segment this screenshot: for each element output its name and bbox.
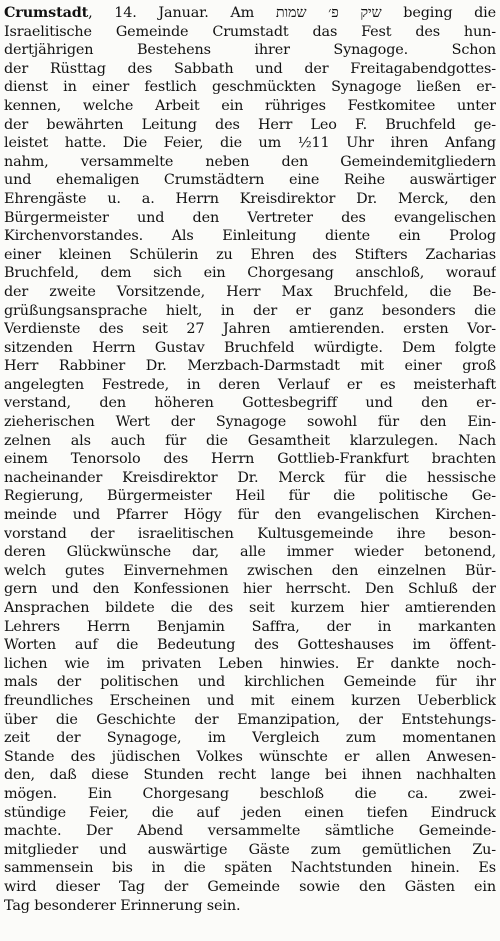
article-line: der bewährten Leitung des Herr Leo F. Bruchfeld ge- [4, 116, 496, 133]
article-line: zieherischen Wert der Synagoge sowohl für den Ein- [4, 414, 496, 431]
article-line: vorstand der israelitischen Kultusgemeinde ihre beson- [4, 525, 496, 542]
article-line: Bruchfeld, dem sich ein Chorgesang anschloß, worauf [4, 265, 496, 282]
article-line: zelnen als auch für die Gesamtheit klarzulegen. Nach [4, 432, 496, 449]
article-line: gern und den Konfessionen hier herrscht. Den Schluß der [4, 581, 496, 598]
article-line: leistet hatte. Die Feier, die um ½11 Uhr ihren Anfang [4, 135, 496, 152]
article-line: nahm, versammelte neben den Gemeindemitgliedern [4, 153, 496, 170]
article-line: Ehrengäste u. a. Herrn Kreisdirektor Dr. Merck, den [4, 190, 496, 207]
article-line: Regierung, Bürgermeister Heil für die politische Ge- [4, 488, 496, 505]
article-line: dienst in einer festlich geschmückten Synagoge ließen er- [4, 79, 496, 96]
article-line: Stande des jüdischen Volkes wünschte er allen Anwesen- [4, 748, 496, 765]
article-line: sammensein bis in die späten Nachtstunden hinein. Es [4, 860, 496, 877]
article-line: dertjährigen Bestehens ihrer Synagoge. Schon [4, 42, 496, 59]
article-line: freundliches Erscheinen und mit einem kurzen Ueberblick [4, 692, 496, 709]
article-line: deren Glückwünsche dar, alle immer wieder betonend, [4, 544, 496, 561]
article-line: der zweite Vorsitzende, Herr Max Bruchfeld, die Be- [4, 283, 496, 300]
article-line: verstand, den höheren Gottesbegriff und den er- [4, 395, 496, 412]
article-line: den, daß diese Stunden recht lange bei ihnen nachhalten [4, 767, 496, 784]
article-line: sitzenden Herrn Gustav Bruchfeld würdigte. Dem folgte [4, 339, 496, 356]
article-line: der Rüsttag des Sabbath und der Freitagabendgottes- [4, 60, 496, 77]
article-line: angelegten Festrede, in deren Verlauf er es meisterhaft [4, 376, 496, 393]
dateline-place: Crumstadt [4, 4, 89, 21]
article-line: Herr Rabbiner Dr. Merzbach-Darmstadt mit einer groß [4, 358, 496, 375]
article-line: grüßungsansprache hielt, in der er ganz besonders die [4, 302, 496, 319]
article-line: Worten auf die Bedeutung des Gotteshauses im öffent- [4, 637, 496, 654]
article-line: Kirchenvorstandes. Als Einleitung diente ein Prolog [4, 228, 496, 245]
article-line: Lehrers Herrn Benjamin Saffra, der in markanten [4, 618, 496, 635]
article-line: meinde und Pfarrer Högy für den evangelischen Kirchen- [4, 507, 496, 524]
article-line: einer kleinen Schülerin zu Ehren des Stifters Zacharias [4, 246, 496, 263]
article-line: Crumstadt, 14. Januar. Am שיק פ׳ שמות beging die [4, 4, 496, 21]
article-line: mals der politischen und kirchlichen Gemeinde für ihr [4, 674, 496, 691]
article-line: welch gutes Einvernehmen zwischen den einzelnen Bür- [4, 562, 496, 579]
article-line: wird dieser Tag der Gemeinde sowie den Gästen ein [4, 878, 496, 895]
article-line: Ansprachen bildete die des seit kurzem hier amtierenden [4, 600, 496, 616]
article-line: Bürgermeister und den Vertreter des evangelischen [4, 209, 496, 226]
article-line: kennen, welche Arbeit ein rühriges Festkomitee unter [4, 97, 496, 114]
article-line: mögen. Ein Chorgesang beschloß die ca. zwei- [4, 785, 496, 802]
article-line: machte. Der Abend versammelte sämtliche Gemeinde- [4, 823, 496, 840]
article-line: Verdienste des seit 27 Jahren amtierenden. ersten Vor- [4, 321, 496, 338]
article-body [4, 4, 496, 915]
article-line: stündige Feier, die auf jeden einen tiefen Eindruck [4, 804, 496, 821]
article-line: über die Geschichte der Emanzipation, der Entstehungs- [4, 711, 496, 728]
article-line: lichen wie im privaten Leben hinwies. Er dankte noch- [4, 655, 496, 672]
article-line: Tag besonderer Erinnerung sein. [4, 897, 241, 914]
article-line: und ehemaligen Crumstädtern eine Reihe auswärtiger [4, 172, 496, 189]
article-line: zeit der Synagoge, im Vergleich zum momentanen [4, 730, 496, 747]
article-line: Israelitische Gemeinde Crumstadt das Fest des hun- [4, 23, 496, 40]
article-line: mitglieder und auswärtige Gäste zum gemütlichen Zu- [4, 841, 496, 858]
article-line: einem Tenorsolo des Herrn Gottlieb-Frankfurt brachten [4, 451, 496, 468]
article-line: nacheinander Kreisdirektor Dr. Merck für die hessische [4, 469, 496, 486]
